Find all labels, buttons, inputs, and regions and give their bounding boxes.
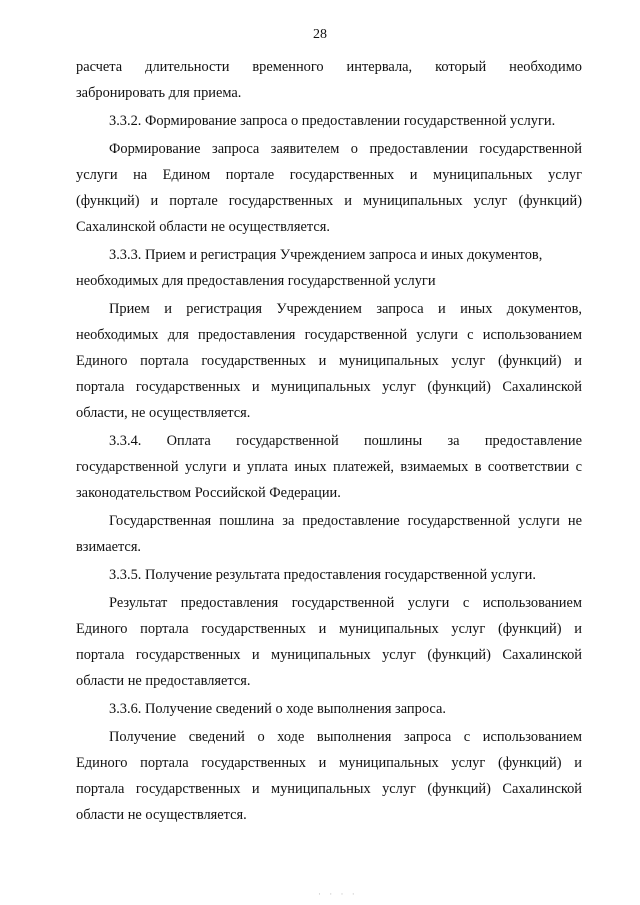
text-line: Формирование запроса заявителем о предоставлении государственной	[109, 141, 582, 157]
text-line: портала государственных и муниципальных услуг (функций) Сахалинской	[76, 647, 582, 663]
text-line: 3.3.4. Оплата государственной пошлины за предоставление	[109, 433, 582, 449]
text-line: Единого портала государственных и муниципальных услуг (функций) и	[76, 755, 582, 771]
text-line: 3.3.6. Получение сведений о ходе выполнения запроса.	[109, 701, 446, 717]
text-line: необходимых для предоставления государственной услуги с использованием	[76, 327, 582, 343]
text-line: портала государственных и муниципальных услуг (функций) Сахалинской	[76, 379, 582, 395]
text-line: законодательством Российской Федерации.	[76, 485, 341, 501]
text-line: 3.3.3. Прием и регистрация Учреждением запроса и иных документов,	[109, 247, 543, 263]
text-line: услуги на Едином портале государственных и муниципальных услуг	[76, 167, 582, 183]
text-line: взимается.	[76, 539, 142, 555]
text-line: Результат предоставления государственной услуги с использованием	[109, 595, 582, 611]
text-line: портала государственных и муниципальных услуг (функций) Сахалинской	[76, 781, 582, 797]
text-line: Сахалинской области не осуществляется.	[76, 219, 330, 235]
text-line: Государственная пошлина за предоставление государственной услуги не	[109, 513, 582, 529]
document-body	[76, 54, 582, 828]
text-line: области не предоставляется.	[76, 673, 251, 689]
text-line: области, не осуществляется.	[76, 405, 251, 421]
text-line: Получение сведений о ходе выполнения запроса с использованием	[109, 729, 582, 745]
text-line: области не осуществляется.	[76, 807, 247, 823]
text-line: государственной услуги и уплата иных платежей, взимаемых в соответствии с	[76, 459, 582, 475]
text-line: забронировать для приема.	[76, 85, 242, 101]
text-line: Единого портала государственных и муниципальных услуг (функций) и	[76, 353, 582, 369]
text-line: расчета длительности временного интервала, который необходимо	[76, 59, 582, 75]
text-line: Единого портала государственных и муниципальных услуг (функций) и	[76, 621, 582, 637]
text-line: (функций) и портале государственных и муниципальных услуг (функций)	[76, 193, 582, 209]
text-line: Прием и регистрация Учреждением запроса и иных документов,	[109, 301, 582, 317]
text-line: 3.3.2. Формирование запроса о предоставлении государственной услуги.	[109, 113, 556, 129]
text-line: необходимых для предоставления государственной услуги	[76, 273, 436, 289]
text-line: 3.3.5. Получение результата предоставления государственной услуги.	[109, 567, 536, 583]
scan-artifact: · · · ·	[318, 889, 358, 899]
page-number: 28	[313, 27, 327, 42]
